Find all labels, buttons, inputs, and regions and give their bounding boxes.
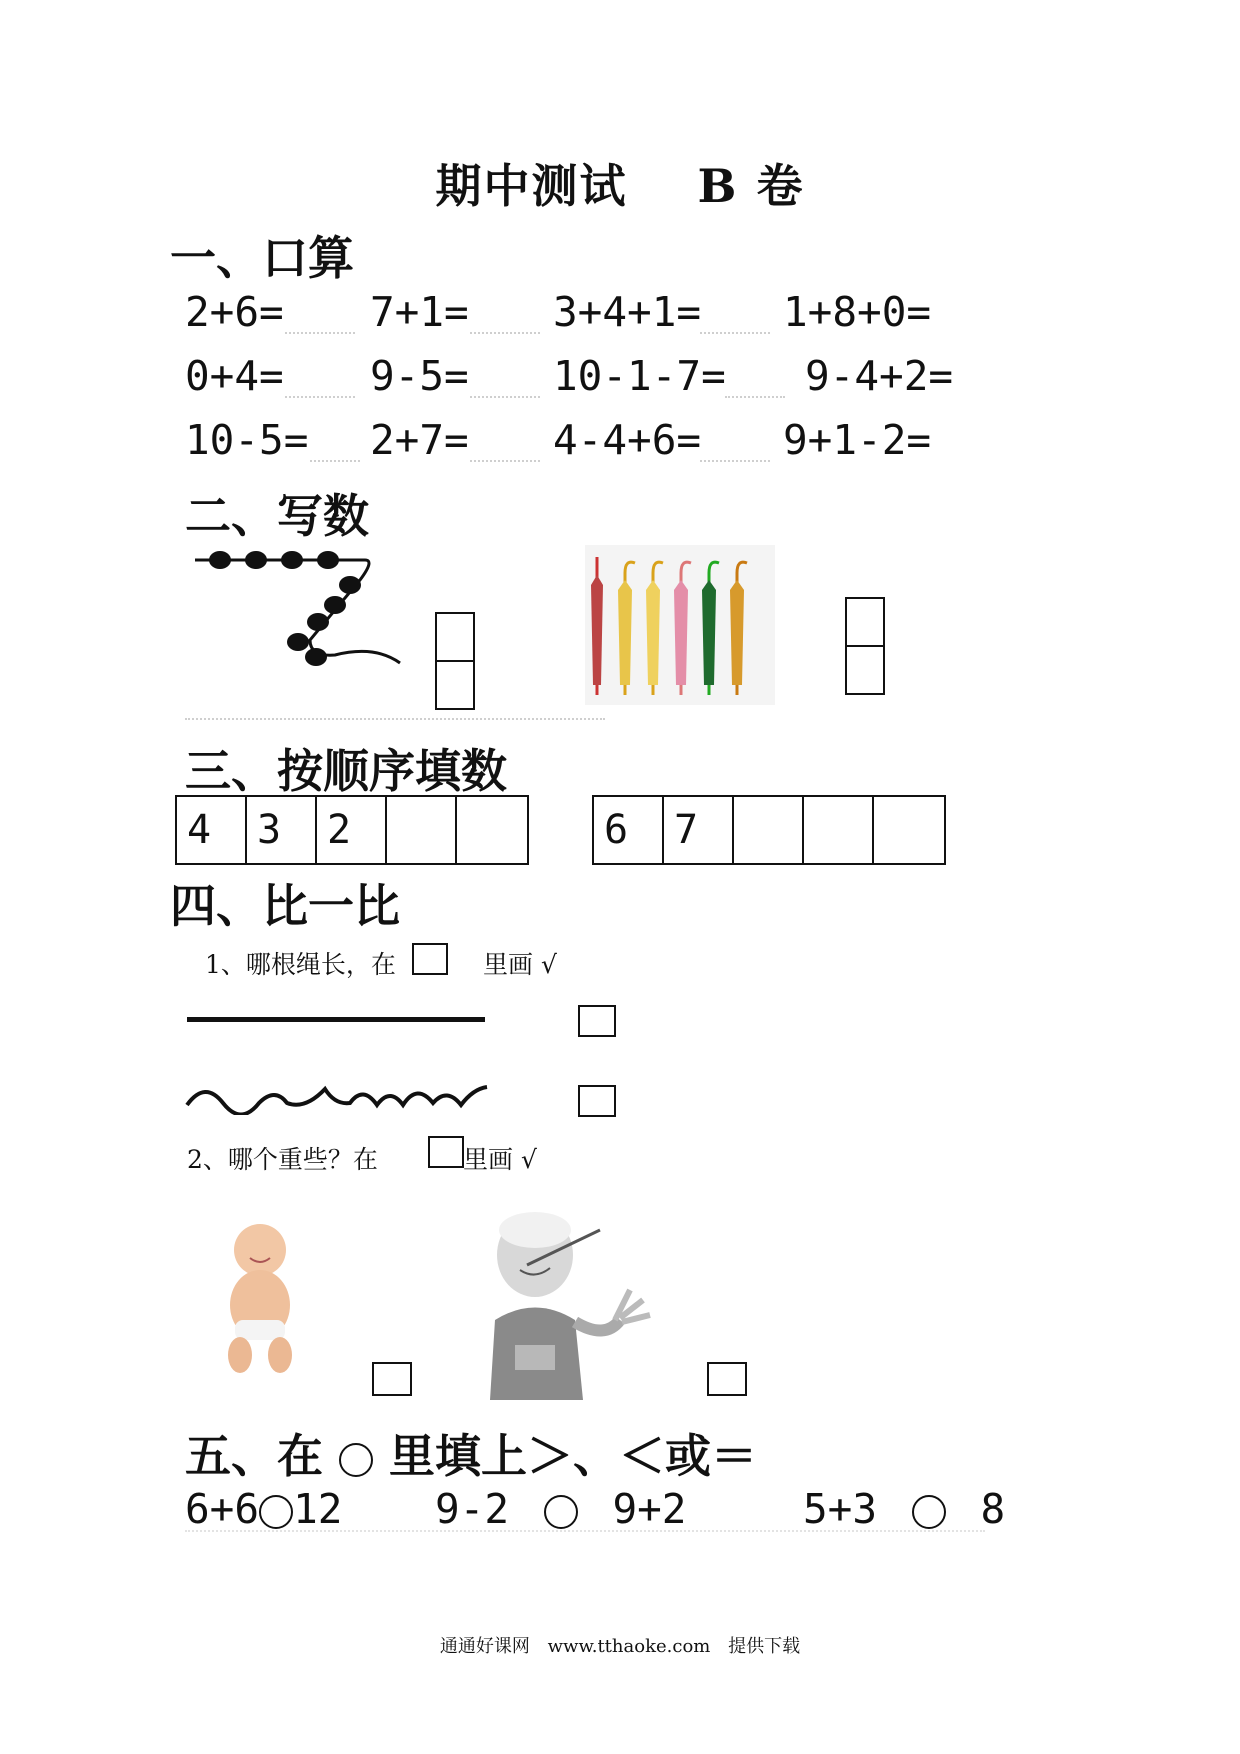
section-write-number-heading: 二、写数 bbox=[185, 489, 369, 543]
checkbox-straight-rope[interactable] bbox=[578, 1005, 616, 1037]
footer-url[interactable]: www.tthaoke.com bbox=[547, 1636, 711, 1657]
footer bbox=[0, 1632, 1240, 1658]
compare-circle[interactable] bbox=[912, 1495, 946, 1529]
heading-part-b: 里填上＞、＜或＝ bbox=[389, 1429, 758, 1483]
sequence-cell[interactable] bbox=[734, 797, 804, 863]
oral-math-item: 7+1= bbox=[370, 288, 469, 336]
oral-math-item: 10-5= bbox=[185, 416, 309, 464]
answer-line bbox=[285, 332, 355, 334]
oral-math-item: 3+4+1= bbox=[553, 288, 702, 336]
straight-rope bbox=[187, 1017, 485, 1022]
answer-line bbox=[470, 332, 540, 334]
oral-math-item: 0+4= bbox=[185, 352, 284, 400]
answer-line bbox=[285, 396, 355, 398]
question-rope-b: 里画 √ bbox=[483, 950, 557, 979]
sequence-cell[interactable]: 3 bbox=[247, 797, 317, 863]
answer-box-tens[interactable] bbox=[435, 612, 475, 662]
title-main: 期中测试 bbox=[435, 159, 628, 213]
compare-left: 9-2 bbox=[435, 1485, 510, 1533]
section-compare-heading: 四、比一比 bbox=[170, 879, 400, 933]
sequence-cell[interactable]: 6 bbox=[594, 797, 664, 863]
answer-box-ones[interactable] bbox=[435, 660, 475, 710]
answer-line bbox=[725, 396, 785, 398]
answer-line bbox=[700, 332, 770, 334]
circle-icon bbox=[339, 1443, 373, 1477]
example-box bbox=[428, 1136, 464, 1168]
footer-note: 提供下载 bbox=[728, 1636, 801, 1657]
compare-item bbox=[185, 1485, 342, 1533]
oral-math-item: 9-4+2= bbox=[805, 352, 954, 400]
example-box bbox=[412, 943, 448, 975]
sequence-row-a bbox=[175, 795, 529, 865]
section-oral-math-heading: 一、口算 bbox=[170, 231, 354, 285]
oral-math-item: 2+6= bbox=[185, 288, 284, 336]
compare-item bbox=[803, 1485, 1005, 1533]
compare-left: 5+3 bbox=[803, 1485, 878, 1533]
checkbox-wavy-rope[interactable] bbox=[578, 1085, 616, 1117]
sequence-cell[interactable] bbox=[387, 797, 457, 863]
compare-right: 8 bbox=[980, 1485, 1006, 1533]
answer-line bbox=[470, 460, 540, 462]
oral-math-item: 2+7= bbox=[370, 416, 469, 464]
compare-circle[interactable] bbox=[259, 1495, 293, 1529]
sequence-cell[interactable]: 4 bbox=[177, 797, 247, 863]
separator-dotted-line bbox=[185, 718, 605, 720]
compare-right: 12 bbox=[293, 1485, 343, 1533]
compare-item bbox=[435, 1485, 687, 1533]
answer-box-tens[interactable] bbox=[845, 597, 885, 647]
oral-math-item: 4-4+6= bbox=[553, 416, 702, 464]
oral-math-item: 9-5= bbox=[370, 352, 469, 400]
question-weight-a: 2、哪个重些？在 bbox=[187, 1145, 378, 1174]
oral-math-item: 10-1-7= bbox=[553, 352, 726, 400]
umbrellas-illustration bbox=[585, 545, 775, 705]
answer-line bbox=[700, 460, 770, 462]
heading-part-a: 五、在 bbox=[185, 1429, 323, 1483]
sequence-cell[interactable] bbox=[804, 797, 874, 863]
answer-line bbox=[310, 460, 360, 462]
section-sequence-heading: 三、按顺序填数 bbox=[185, 744, 507, 798]
answer-line bbox=[470, 396, 540, 398]
oral-math-item: 1+8+0= bbox=[783, 288, 932, 336]
compare-right: 9+2 bbox=[612, 1485, 687, 1533]
sequence-cell[interactable]: 2 bbox=[317, 797, 387, 863]
separator-dotted-line bbox=[185, 1530, 985, 1532]
bead-string-illustration bbox=[190, 545, 410, 675]
sequence-row-b bbox=[592, 795, 946, 865]
wavy-rope bbox=[185, 1075, 490, 1115]
oral-math-item: 9+1-2= bbox=[783, 416, 932, 464]
sequence-cell[interactable] bbox=[457, 797, 527, 863]
footer-site: 通通好课网 bbox=[439, 1636, 530, 1657]
checkbox-child[interactable] bbox=[707, 1362, 747, 1396]
question-rope-a: 1、哪根绳长，在 bbox=[205, 950, 396, 979]
section-fill-compare-heading bbox=[185, 1420, 757, 1486]
compare-circle[interactable] bbox=[544, 1495, 578, 1529]
checkbox-baby[interactable] bbox=[372, 1362, 412, 1396]
sequence-cell[interactable]: 7 bbox=[664, 797, 734, 863]
child-image bbox=[465, 1210, 665, 1400]
answer-box-ones[interactable] bbox=[845, 645, 885, 695]
sequence-cell[interactable] bbox=[874, 797, 944, 863]
title-suffix: B 卷 bbox=[697, 159, 805, 213]
question-weight-b: 里画 √ bbox=[463, 1145, 537, 1174]
page-title bbox=[0, 150, 1240, 216]
baby-image bbox=[220, 1220, 300, 1380]
compare-left: 6+6 bbox=[185, 1485, 260, 1533]
